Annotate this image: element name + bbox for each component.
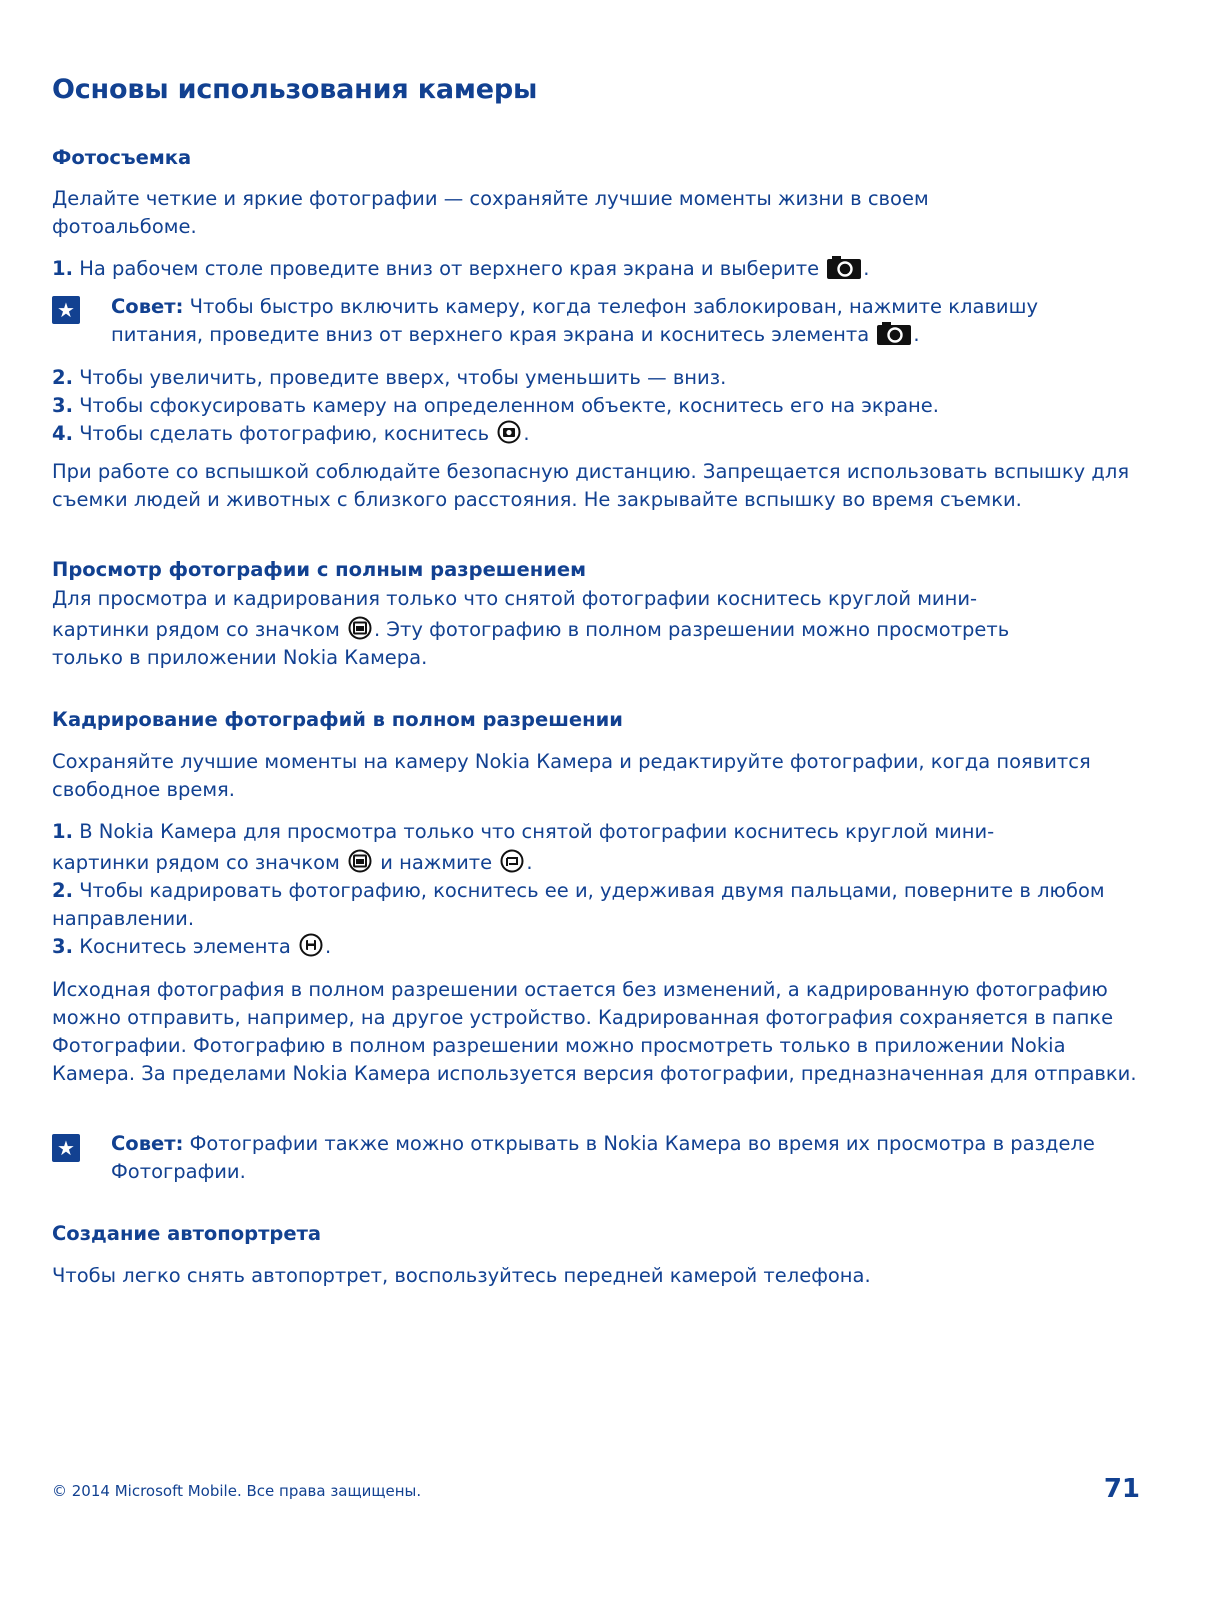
step-text: Коснитесь элемента	[79, 935, 291, 958]
crop-icon	[500, 849, 524, 873]
save-icon	[299, 933, 323, 957]
full-res-line-3: только в приложении Nokia Камера.	[52, 646, 428, 669]
crop-step-2	[52, 877, 1132, 933]
tip-text: питания, проведите вниз от верхнего края экрана и коснитесь элемента	[111, 323, 870, 346]
page-title: Основы использования камеры	[52, 74, 538, 105]
gallery-icon	[348, 849, 372, 873]
step-2	[52, 364, 1162, 392]
text: картинки рядом со значком	[52, 618, 340, 641]
crop-description: Исходная фотография в полном разрешении остается без изменений, а кадрированную фотографию можно отправить, например, на другое устройство. Кадрированная фотография сохраняется в папке Фотографии. Фотографию в полном разрешении можно просмотреть только в приложении Nokia Камера. За пределами Nokia Камера используется версия фотографии, предназначенная для отправки.	[52, 978, 1137, 1085]
step-1: 1. На рабочем столе проведите вниз от верхнего края экрана и выберите .	[52, 257, 870, 280]
step-number: 3.	[52, 935, 73, 958]
tip-label: Совет:	[111, 295, 184, 318]
shutter-icon	[497, 420, 521, 444]
section-heading-selfie: Создание автопортрета	[52, 1222, 322, 1245]
full-res-line-2	[52, 616, 1162, 644]
step-number: 1.	[52, 257, 73, 280]
step-number: 1.	[52, 820, 73, 843]
tip-2	[111, 1130, 1111, 1186]
footer-copyright: © 2014 Microsoft Mobile. Все права защищены.	[52, 1482, 422, 1500]
tip-text: Фотографии также можно открывать в Nokia Камера во время их просмотра в разделе Фотографии.	[111, 1132, 1095, 1183]
step-text: и нажмите	[380, 851, 493, 874]
page-number: 71	[1103, 1474, 1140, 1504]
section-intro: Делайте четкие и яркие фотографии — сохраняйте лучшие моменты жизни в своем фотоальбоме.	[52, 187, 929, 238]
step-text: В Nokia Камера для просмотра только что снятой фотографии коснитесь круглой мини-	[79, 820, 995, 843]
tip-1-line-2: питания, проведите вниз от верхнего края экрана и коснитесь элемента .	[111, 323, 920, 346]
step-number: 3.	[52, 394, 73, 417]
star-icon: ★	[52, 296, 80, 324]
step-text: картинки рядом со значком	[52, 851, 340, 874]
tip-text: Чтобы быстро включить камеру, когда телефон заблокирован, нажмите клавишу	[189, 295, 1038, 318]
crop-step-3: 3. Коснитесь элемента .	[52, 935, 332, 958]
camera-icon	[827, 256, 861, 279]
section-heading-photo: Фотосъемка	[52, 146, 192, 169]
step-text: Чтобы сфокусировать камеру на определенном объекте, коснитесь его на экране.	[79, 394, 939, 417]
section-heading-crop: Кадрирование фотографий в полном разрешении	[52, 708, 623, 731]
step-text: На рабочем столе проведите вниз от верхнего края экрана и выберите	[79, 257, 820, 280]
section-heading-full-res: Просмотр фотографии с полным разрешением	[52, 558, 587, 581]
step-number: 4.	[52, 422, 73, 445]
camera-icon	[877, 322, 911, 345]
step-text: Чтобы сделать фотографию, коснитесь	[79, 422, 490, 445]
step-number: 2.	[52, 366, 73, 389]
crop-step-1-line-2: картинки рядом со значком и нажмите .	[52, 851, 533, 874]
step-number: 2.	[52, 879, 73, 902]
step-text: Чтобы увеличить, проведите вверх, чтобы уменьшить — вниз.	[79, 366, 727, 389]
text: . Эту фотографию в полном разрешении можно просмотреть	[374, 618, 1010, 641]
tip-1-line-1	[111, 293, 1162, 321]
selfie-text: Чтобы легко снять автопортрет, воспользуйтесь передней камерой телефона.	[52, 1264, 871, 1287]
crop-step-1-line-1	[52, 818, 1162, 846]
full-res-line-1: Для просмотра и кадрирования только что снятой фотографии коснитесь круглой мини-	[52, 587, 978, 610]
step-4: 4. Чтобы сделать фотографию, коснитесь .	[52, 422, 530, 445]
step-text: Чтобы кадрировать фотографию, коснитесь ее и, удерживая двумя пальцами, поверните в любом направлении.	[52, 879, 1105, 930]
tip-label: Совет:	[111, 1132, 184, 1155]
crop-intro: Сохраняйте лучшие моменты на камеру Nokia Камера и редактируйте фотографии, когда появится свободное время.	[52, 750, 1091, 801]
star-icon: ★	[52, 1134, 80, 1162]
gallery-icon	[348, 616, 372, 640]
flash-warning: При работе со вспышкой соблюдайте безопасную дистанцию. Запрещается использовать вспышку для съемки людей и животных с близкого расстояния. Не закрывайте вспышку во время съемки.	[52, 460, 1130, 511]
step-3	[52, 392, 1162, 420]
